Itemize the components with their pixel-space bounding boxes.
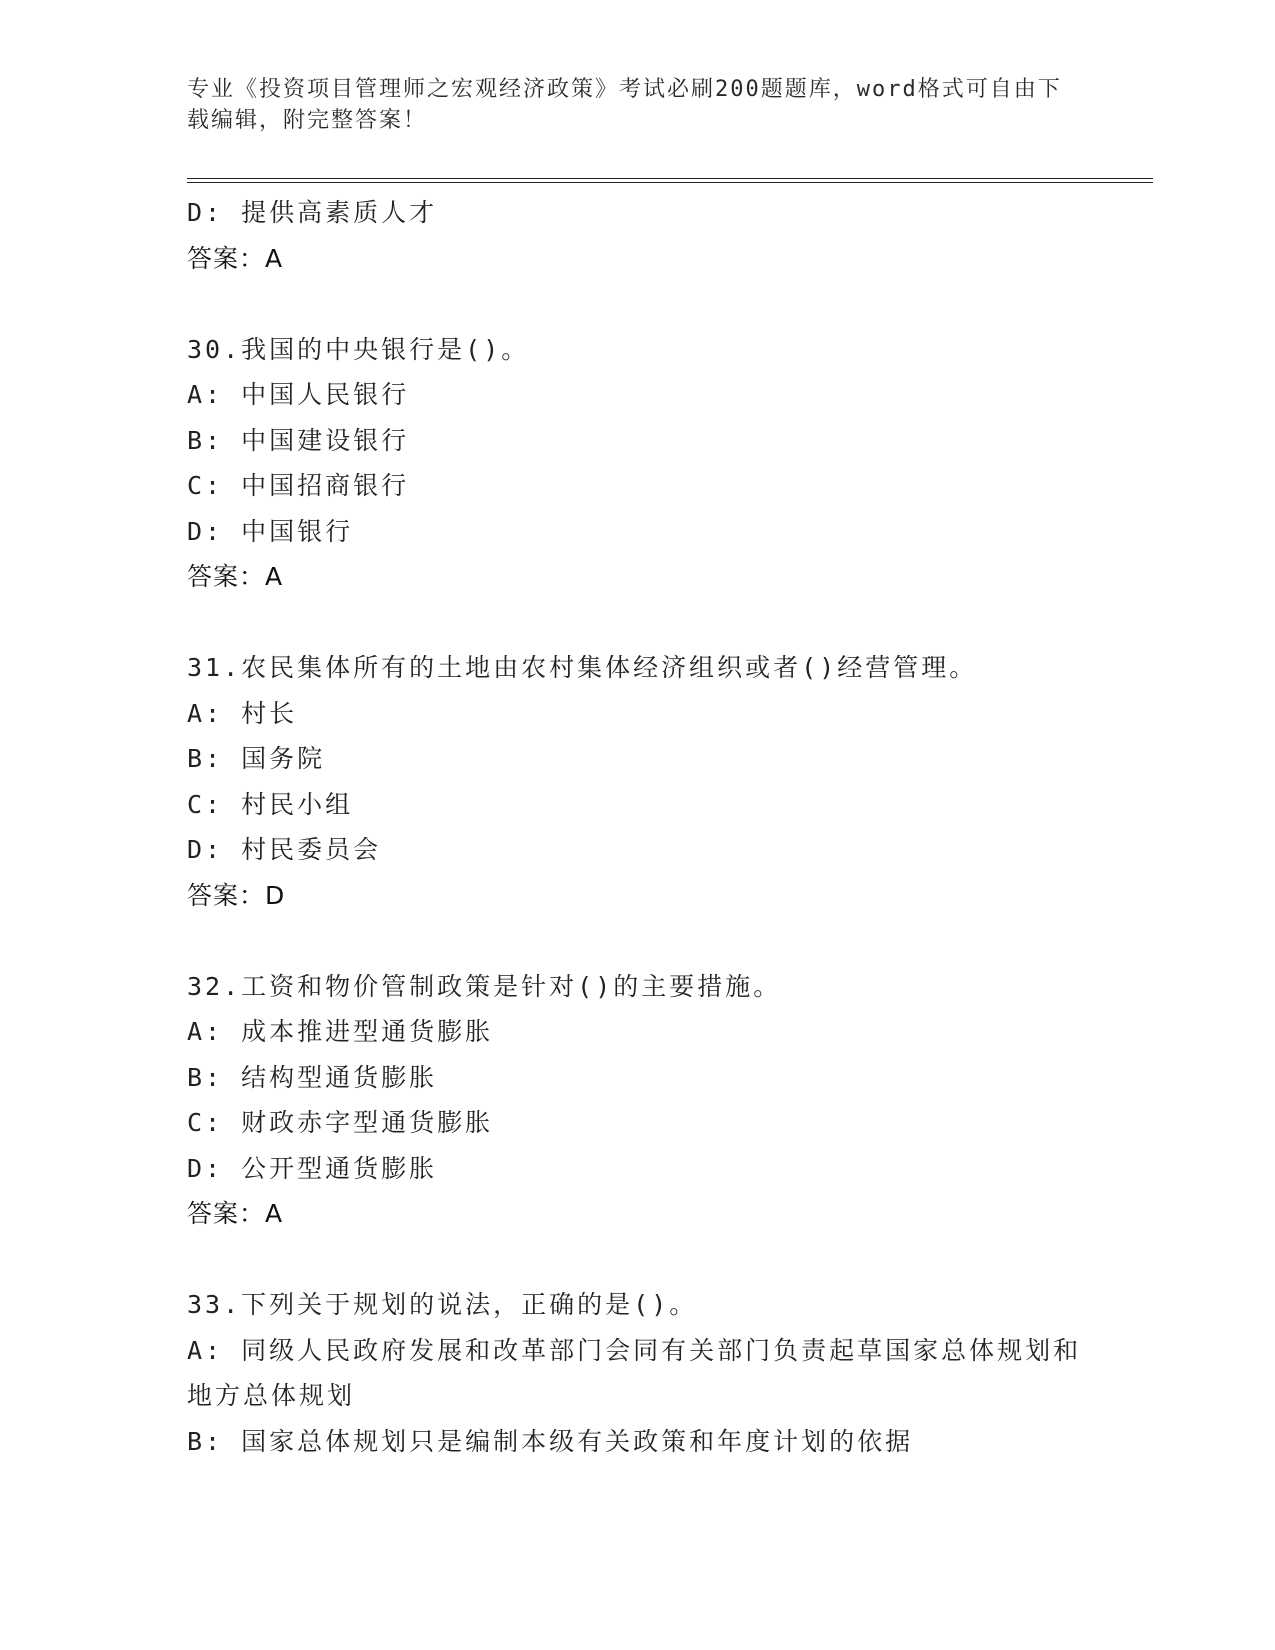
spacer [187,918,1087,964]
question-33-stem: 33.下列关于规划的说法，正确的是()。 [187,1290,698,1319]
spacer [187,600,1087,646]
spacer [187,281,1087,327]
question-32-option-c: C: 财政赤字型通货膨胀 [187,1108,494,1137]
question-30-option-a: A: 中国人民银行 [187,380,410,409]
question-30-option-b: B: 中国建设银行 [187,425,410,455]
question-32-stem: 32.工资和物价管制政策是针对()的主要措施。 [187,971,782,1001]
question-31-option-b: B: 国务院 [187,744,326,773]
question-30-answer: 答案：A [187,562,284,591]
question-31-option-a: A: 村长 [187,698,298,728]
header-divider [187,178,1153,183]
prev-question-option-d: D: 提供高素质人才 [187,198,438,227]
question-30-stem: 30.我国的中央银行是()。 [187,334,530,364]
question-32-option-b: B: 结构型通货膨胀 [187,1062,438,1092]
question-32-option-d: D: 公开型通货膨胀 [187,1153,438,1183]
spacer [187,1237,1087,1283]
page-header: 专业《投资项目管理师之宏观经济政策》考试必刷200题题库，word格式可自由下载编辑，附完整答案！ [187,77,1062,133]
question-30-option-d: D: 中国银行 [187,516,354,546]
question-content [187,190,1087,1464]
question-31-option-c: C: 村民小组 [187,789,354,819]
question-32-answer: 答案：A [187,1199,284,1228]
prev-question-answer: 答案：A [187,243,284,273]
question-30-option-c: C: 中国招商银行 [187,471,410,500]
question-32-option-a: A: 成本推进型通货膨胀 [187,1017,494,1046]
question-31-option-d: D: 村民委员会 [187,835,382,864]
question-31-stem: 31.农民集体所有的土地由农村集体经济组织或者()经营管理。 [187,653,978,682]
question-33-option-a: A: 同级人民政府发展和改革部门会同有关部门负责起草国家总体规划和地方总体规划 [187,1335,1082,1410]
question-33-option-b: B: 国家总体规划只是编制本级有关政策和年度计划的依据 [187,1426,914,1456]
question-31-answer: 答案：D [187,880,286,910]
